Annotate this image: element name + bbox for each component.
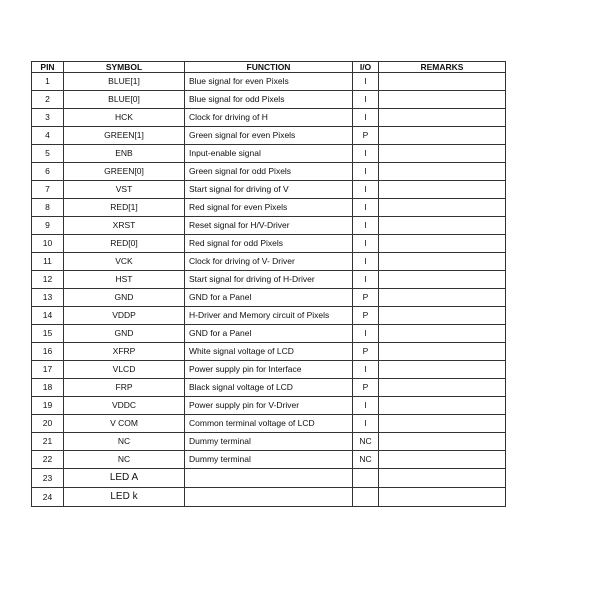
symbol-cell: GND bbox=[64, 325, 185, 343]
remarks-cell bbox=[379, 433, 506, 451]
io-cell: I bbox=[353, 181, 379, 199]
io-cell: P bbox=[353, 289, 379, 307]
function-cell: Start signal for driving of V bbox=[185, 181, 353, 199]
table-row bbox=[32, 488, 506, 507]
symbol-cell: XRST bbox=[64, 217, 185, 235]
io-cell: I bbox=[353, 397, 379, 415]
remarks-cell bbox=[379, 289, 506, 307]
remarks-cell bbox=[379, 343, 506, 361]
io-cell: P bbox=[353, 343, 379, 361]
pin-cell: 19 bbox=[32, 397, 64, 415]
pin-cell: 10 bbox=[32, 235, 64, 253]
symbol-cell: VDDC bbox=[64, 397, 185, 415]
io-cell: I bbox=[353, 253, 379, 271]
symbol-cell: GREEN[1] bbox=[64, 127, 185, 145]
table-row bbox=[32, 127, 506, 145]
table-row bbox=[32, 325, 506, 343]
symbol-cell: NC bbox=[64, 433, 185, 451]
remarks-cell bbox=[379, 127, 506, 145]
remarks-cell bbox=[379, 271, 506, 289]
remarks-cell bbox=[379, 145, 506, 163]
function-cell: White signal voltage of LCD bbox=[185, 343, 353, 361]
pin-cell: 8 bbox=[32, 199, 64, 217]
remarks-cell bbox=[379, 469, 506, 488]
pin-cell: 14 bbox=[32, 307, 64, 325]
table-row bbox=[32, 397, 506, 415]
pin-cell: 23 bbox=[32, 469, 64, 488]
symbol-cell: BLUE[0] bbox=[64, 91, 185, 109]
pin-cell: 22 bbox=[32, 451, 64, 469]
io-cell: I bbox=[353, 91, 379, 109]
function-cell: Dummy terminal bbox=[185, 433, 353, 451]
header-pin: PIN bbox=[32, 62, 64, 73]
header-io: I/O bbox=[353, 62, 379, 73]
io-cell: I bbox=[353, 361, 379, 379]
pin-cell: 12 bbox=[32, 271, 64, 289]
function-cell: Green signal for odd Pixels bbox=[185, 163, 353, 181]
function-cell: Green signal for even Pixels bbox=[185, 127, 353, 145]
io-cell: I bbox=[353, 145, 379, 163]
function-cell: Reset signal for H/V-Driver bbox=[185, 217, 353, 235]
symbol-cell: VDDP bbox=[64, 307, 185, 325]
symbol-cell: NC bbox=[64, 451, 185, 469]
table-row bbox=[32, 343, 506, 361]
symbol-cell: RED[1] bbox=[64, 199, 185, 217]
symbol-cell: HST bbox=[64, 271, 185, 289]
table-row bbox=[32, 235, 506, 253]
symbol-cell: LED A bbox=[64, 469, 185, 488]
io-cell: I bbox=[353, 217, 379, 235]
pin-assignment-table bbox=[31, 61, 506, 507]
function-cell: Common terminal voltage of LCD bbox=[185, 415, 353, 433]
io-cell bbox=[353, 469, 379, 488]
remarks-cell bbox=[379, 397, 506, 415]
header-function: FUNCTION bbox=[185, 62, 353, 73]
header-symbol: SYMBOL bbox=[64, 62, 185, 73]
io-cell: P bbox=[353, 307, 379, 325]
pin-cell: 15 bbox=[32, 325, 64, 343]
symbol-cell: V COM bbox=[64, 415, 185, 433]
function-cell: Blue signal for even Pixels bbox=[185, 73, 353, 91]
remarks-cell bbox=[379, 91, 506, 109]
function-cell: Red signal for even Pixels bbox=[185, 199, 353, 217]
pin-cell: 4 bbox=[32, 127, 64, 145]
table-row bbox=[32, 433, 506, 451]
function-cell: Power supply pin for V-Driver bbox=[185, 397, 353, 415]
function-cell: Input-enable signal bbox=[185, 145, 353, 163]
table-row bbox=[32, 361, 506, 379]
io-cell: NC bbox=[353, 451, 379, 469]
pin-cell: 18 bbox=[32, 379, 64, 397]
function-cell: H-Driver and Memory circuit of Pixels bbox=[185, 307, 353, 325]
table-row bbox=[32, 73, 506, 91]
pin-cell: 11 bbox=[32, 253, 64, 271]
remarks-cell bbox=[379, 199, 506, 217]
symbol-cell: HCK bbox=[64, 109, 185, 127]
function-cell: GND for a Panel bbox=[185, 325, 353, 343]
table-row bbox=[32, 253, 506, 271]
table-row bbox=[32, 163, 506, 181]
remarks-cell bbox=[379, 451, 506, 469]
table-row bbox=[32, 469, 506, 488]
io-cell: I bbox=[353, 109, 379, 127]
remarks-cell bbox=[379, 163, 506, 181]
symbol-cell: GREEN[0] bbox=[64, 163, 185, 181]
table-row bbox=[32, 379, 506, 397]
table-row bbox=[32, 415, 506, 433]
io-cell: I bbox=[353, 235, 379, 253]
remarks-cell bbox=[379, 379, 506, 397]
remarks-cell bbox=[379, 415, 506, 433]
pin-cell: 17 bbox=[32, 361, 64, 379]
table-row bbox=[32, 109, 506, 127]
symbol-cell: ENB bbox=[64, 145, 185, 163]
io-cell: I bbox=[353, 325, 379, 343]
table-row bbox=[32, 145, 506, 163]
io-cell: P bbox=[353, 127, 379, 145]
function-cell: Dummy terminal bbox=[185, 451, 353, 469]
table-row bbox=[32, 289, 506, 307]
table-body bbox=[32, 73, 506, 507]
header-remarks: REMARKS bbox=[379, 62, 506, 73]
io-cell: I bbox=[353, 271, 379, 289]
function-cell: Red signal for odd Pixels bbox=[185, 235, 353, 253]
function-cell bbox=[185, 488, 353, 507]
symbol-cell: RED[0] bbox=[64, 235, 185, 253]
function-cell: Clock for driving of H bbox=[185, 109, 353, 127]
symbol-cell: GND bbox=[64, 289, 185, 307]
pin-cell: 1 bbox=[32, 73, 64, 91]
io-cell: I bbox=[353, 163, 379, 181]
symbol-cell: BLUE[1] bbox=[64, 73, 185, 91]
function-cell: Power supply pin for Interface bbox=[185, 361, 353, 379]
function-cell: Black signal voltage of LCD bbox=[185, 379, 353, 397]
pin-cell: 21 bbox=[32, 433, 64, 451]
function-cell: GND for a Panel bbox=[185, 289, 353, 307]
table-row bbox=[32, 91, 506, 109]
table-header-row bbox=[32, 62, 506, 73]
function-cell: Clock for driving of V- Driver bbox=[185, 253, 353, 271]
pin-cell: 2 bbox=[32, 91, 64, 109]
pin-cell: 5 bbox=[32, 145, 64, 163]
pin-cell: 6 bbox=[32, 163, 64, 181]
table-row bbox=[32, 451, 506, 469]
symbol-cell: FRP bbox=[64, 379, 185, 397]
io-cell: I bbox=[353, 415, 379, 433]
remarks-cell bbox=[379, 307, 506, 325]
pin-cell: 9 bbox=[32, 217, 64, 235]
io-cell: I bbox=[353, 73, 379, 91]
pin-cell: 24 bbox=[32, 488, 64, 507]
table-row bbox=[32, 199, 506, 217]
table-row bbox=[32, 181, 506, 199]
function-cell: Blue signal for odd Pixels bbox=[185, 91, 353, 109]
io-cell: I bbox=[353, 199, 379, 217]
pin-cell: 20 bbox=[32, 415, 64, 433]
pin-cell: 16 bbox=[32, 343, 64, 361]
remarks-cell bbox=[379, 217, 506, 235]
symbol-cell: VST bbox=[64, 181, 185, 199]
table-row bbox=[32, 217, 506, 235]
remarks-cell bbox=[379, 361, 506, 379]
symbol-cell: VCK bbox=[64, 253, 185, 271]
io-cell: P bbox=[353, 379, 379, 397]
remarks-cell bbox=[379, 488, 506, 507]
remarks-cell bbox=[379, 109, 506, 127]
remarks-cell bbox=[379, 73, 506, 91]
function-cell: Start signal for driving of H-Driver bbox=[185, 271, 353, 289]
pin-cell: 3 bbox=[32, 109, 64, 127]
remarks-cell bbox=[379, 235, 506, 253]
table-row bbox=[32, 307, 506, 325]
remarks-cell bbox=[379, 181, 506, 199]
function-cell bbox=[185, 469, 353, 488]
symbol-cell: LED k bbox=[64, 488, 185, 507]
table-row bbox=[32, 271, 506, 289]
io-cell: NC bbox=[353, 433, 379, 451]
pin-cell: 13 bbox=[32, 289, 64, 307]
remarks-cell bbox=[379, 253, 506, 271]
remarks-cell bbox=[379, 325, 506, 343]
symbol-cell: VLCD bbox=[64, 361, 185, 379]
io-cell bbox=[353, 488, 379, 507]
symbol-cell: XFRP bbox=[64, 343, 185, 361]
pin-cell: 7 bbox=[32, 181, 64, 199]
